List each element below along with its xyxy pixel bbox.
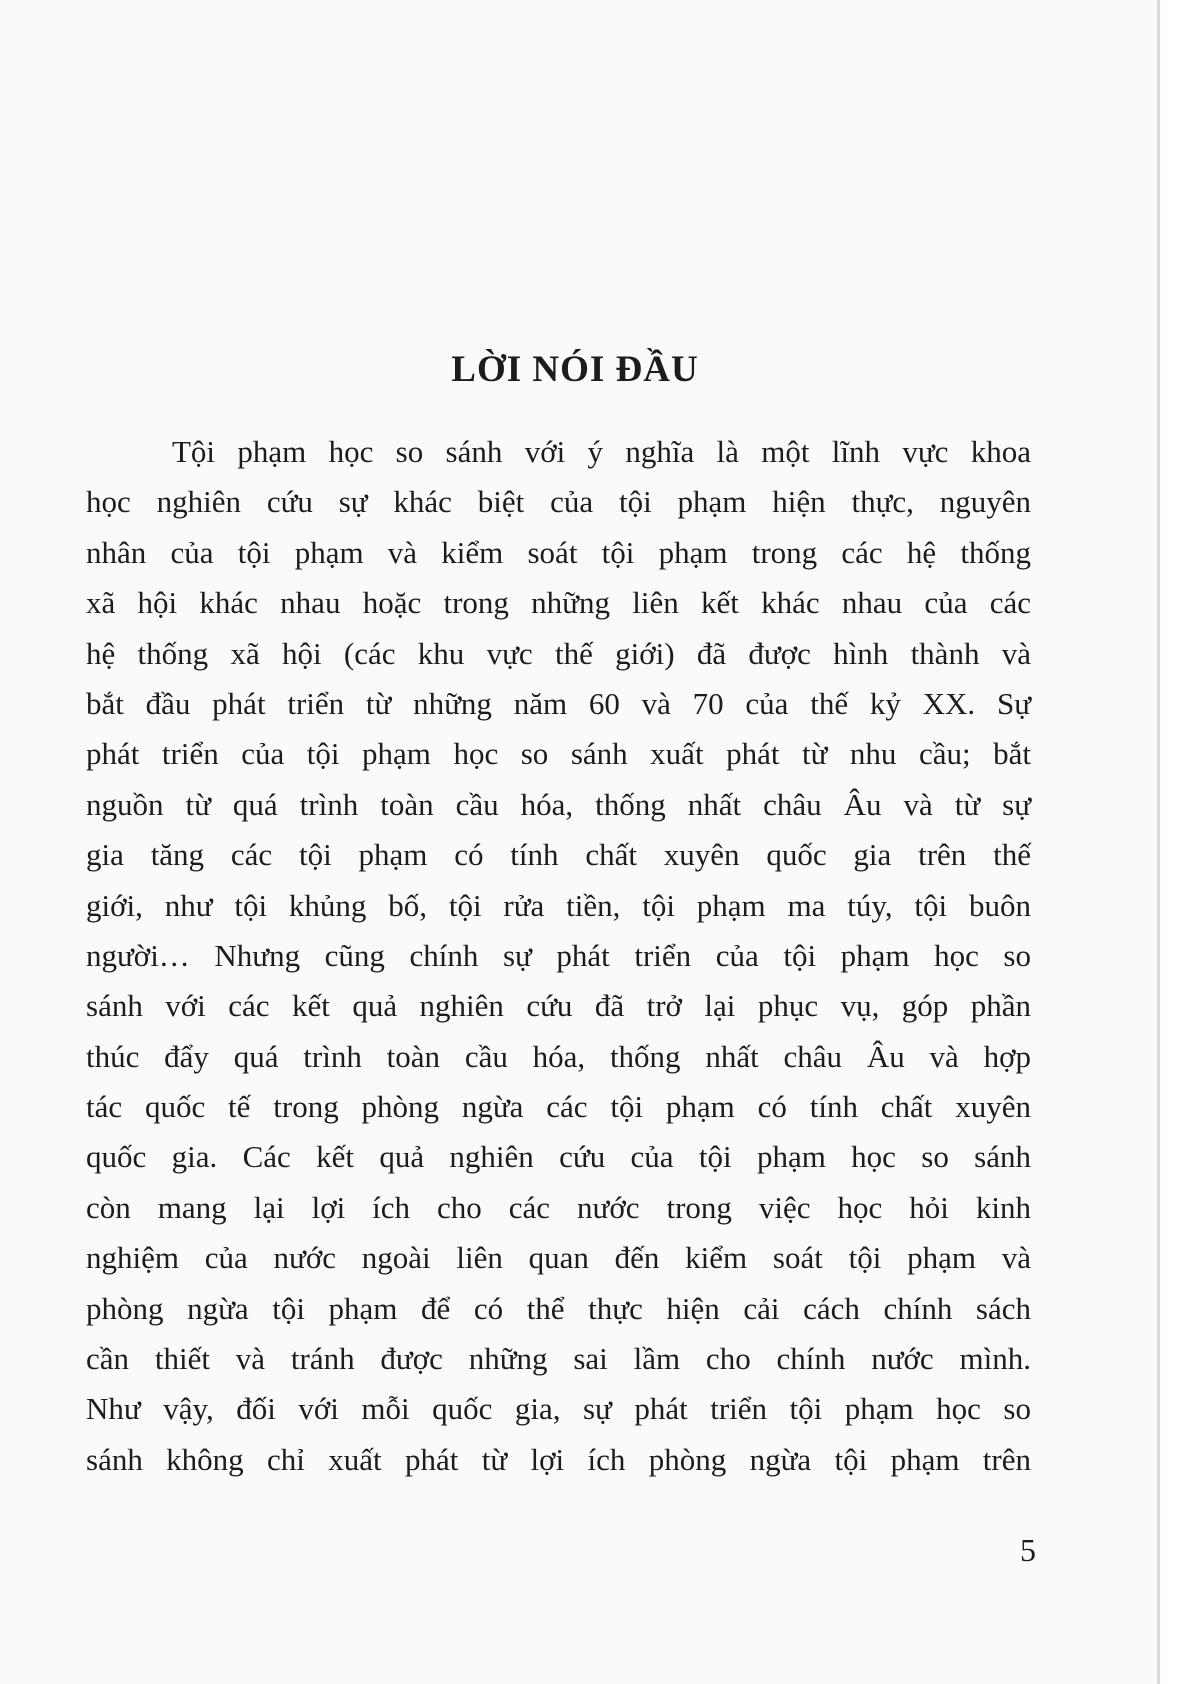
paragraph-line: thúc đẩy quá trình toàn cầu hóa, thống nhất châu Âu và hợp xyxy=(86,1038,1031,1074)
paragraph-line: còn mang lại lợi ích cho các nước trong việc học hỏi kinh xyxy=(86,1189,1031,1225)
preface-paragraph xyxy=(86,427,1031,1485)
paragraph-line: Như vậy, đối với mỗi quốc gia, sự phát triển tội phạm học so xyxy=(86,1391,1031,1427)
paragraph-line: tác quốc tế trong phòng ngừa các tội phạm có tính chất xuyên xyxy=(86,1089,1031,1125)
paragraph-line: Tội phạm học so sánh với ý nghĩa là một lĩnh vực khoa xyxy=(172,434,1031,469)
paragraph-line: giới, như tội khủng bố, tội rửa tiền, tội phạm ma túy, tội buôn xyxy=(86,887,1031,923)
paragraph-line: gia tăng các tội phạm có tính chất xuyên quốc gia trên thế xyxy=(86,837,1031,873)
paragraph-line: phòng ngừa tội phạm để có thể thực hiện cải cách chính sách xyxy=(86,1290,1031,1326)
paragraph-line: cần thiết và tránh được những sai lầm cho chính nước mình. xyxy=(86,1341,1031,1377)
page-number: 5 xyxy=(1020,1532,1036,1568)
paragraph-line: xã hội khác nhau hoặc trong những liên kết khác nhau của các xyxy=(86,585,1031,621)
paragraph-line: bắt đầu phát triển từ những năm 60 và 70 của thế kỷ XX. Sự xyxy=(86,685,1031,721)
paragraph-line: sánh không chỉ xuất phát từ lợi ích phòng ngừa tội phạm trên xyxy=(86,1441,1031,1477)
paragraph-line: phát triển của tội phạm học so sánh xuất phát từ nhu cầu; bắt xyxy=(86,736,1031,772)
page-title: LỜI NÓI ĐẦU xyxy=(451,349,699,390)
paragraph-line: sánh với các kết quả nghiên cứu đã trở lại phục vụ, góp phần xyxy=(86,988,1031,1024)
paragraph-line: học nghiên cứu sự khác biệt của tội phạm hiện thực, nguyên xyxy=(86,484,1031,520)
paragraph-line: quốc gia. Các kết quả nghiên cứu của tội phạm học so sánh xyxy=(86,1139,1031,1175)
paragraph-line: nhân của tội phạm và kiểm soát tội phạm trong các hệ thống xyxy=(86,534,1031,570)
paragraph-line: nghiệm của nước ngoài liên quan đến kiểm soát tội phạm và xyxy=(86,1240,1031,1276)
paragraph-line: nguồn từ quá trình toàn cầu hóa, thống nhất châu Âu và từ sự xyxy=(86,786,1031,822)
paragraph-line: người… Nhưng cũng chính sự phát triển của tội phạm học so xyxy=(86,937,1031,973)
paragraph-line: hệ thống xã hội (các khu vực thế giới) đã được hình thành và xyxy=(86,635,1031,671)
